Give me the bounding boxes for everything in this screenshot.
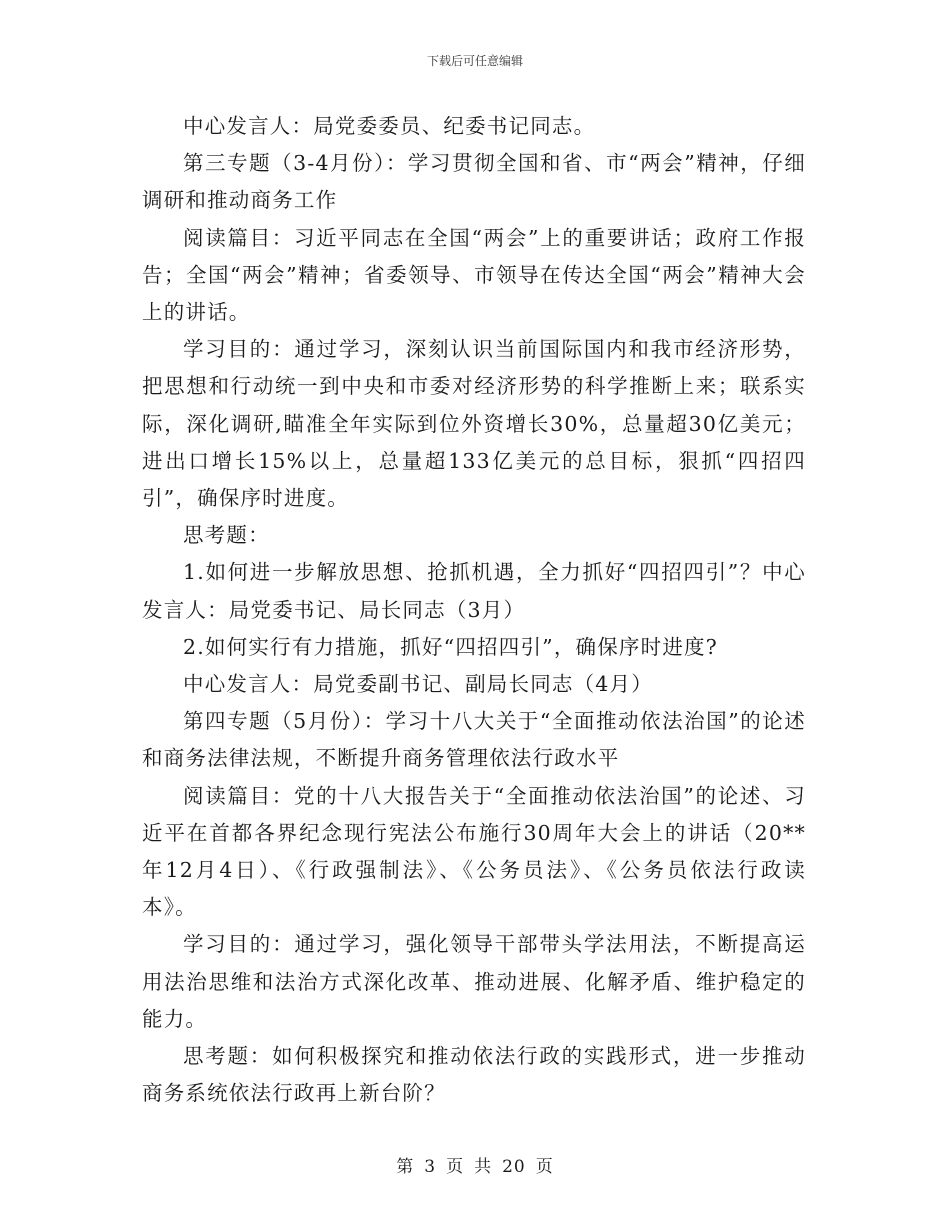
footer-total-word: 共 [474,1157,493,1177]
paragraph: 中心发言人：局党委副书记、副局长同志（4月） [183,672,653,697]
page-footer [0,1152,950,1177]
footer-prefix: 第 [396,1157,415,1177]
header-note: 下载后可任意编辑 [426,54,523,68]
paragraph: 学习目的：通过学习，强化领导干部带头学法用法，不断提高运用法治思维和法治方式深化改革、推动进展、化解矛盾、维护稳定的能力。 [142,932,806,1031]
paragraph: 阅读篇目：习近平同志在全国“两会”上的重要讲话；政府工作报告；全国“两会”精神；省委领导、市领导在传达全国“两会”精神大会上的讲话。 [142,225,806,325]
current-page-number: 3 [424,1157,437,1177]
paragraph: 学习目的：通过学习，深刻认识当前国际国内和我市经济形势，把思想和行动统一到中央和市委对经济形势的科学推断上来；联系实际，深化调研,瞄准全年实际到位外资增长30%，总量超30亿美元；进出口增长15%以上，总量超133亿美元的总目标，狠抓“四招四引”，确保序时进度。 [142,337,806,511]
paragraph: 第三专题（3-4月份）：学习贯彻全国和省、市“两会”精神，仔细调研和推动商务工作 [142,151,806,213]
paragraph: 2.如何实行有力措施，抓好“四招四引”，确保序时进度? [183,634,718,659]
footer-page-word: 页 [446,1157,465,1177]
paragraph: 第四专题（5月份）：学习十八大关于“全面推动依法治国”的论述和商务法律法规，不断提升商务管理依法行政水平 [142,709,806,771]
paragraph: 中心发言人：局党委委员、纪委书记同志。 [183,114,596,138]
paragraph: 阅读篇目：党的十八大报告关于“全面推动依法治国”的论述、习近平在首都各界纪念现行宪法公布施行30周年大会上的讲话（20**年12月4日）、《行政强制法》、《公务员法》、《公务员依法行政读本》。 [142,783,806,920]
paragraph: 1.如何进一步解放思想、抢抓机遇，全力抓好“四招四引”？中心发言人：局党委书记、局长同志（3月） [142,560,806,622]
document-body [142,108,806,1112]
total-pages-number: 20 [502,1157,526,1177]
footer-suffix: 页 [535,1157,554,1177]
paragraph: 思考题： [183,523,270,548]
paragraph: 思考题：如何积极探究和推动依法行政的实践形式，进一步推动商务系统依法行政再上新台阶？ [142,1044,806,1106]
